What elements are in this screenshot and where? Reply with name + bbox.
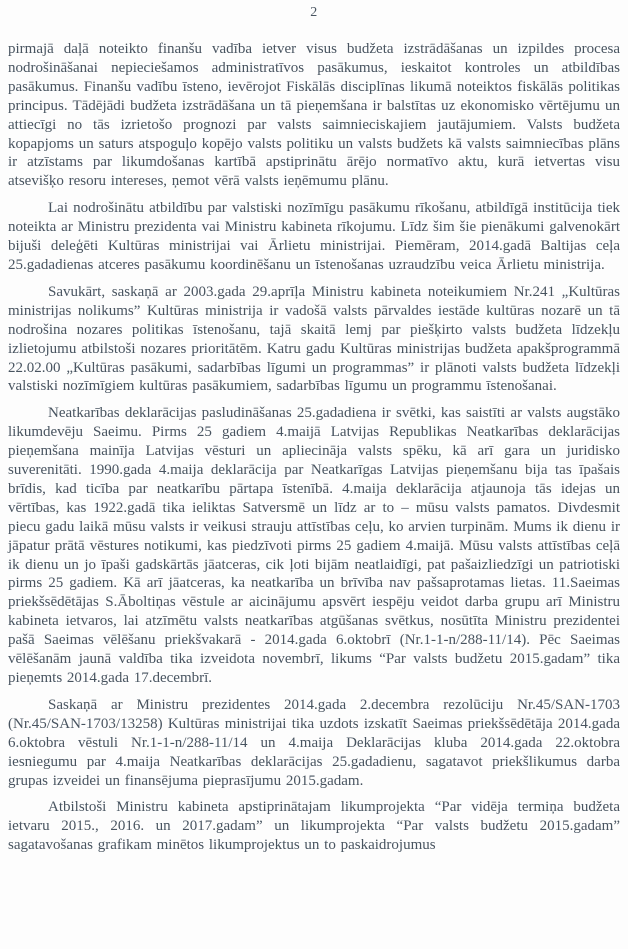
page-number: 2 bbox=[310, 5, 318, 20]
body-paragraph: Neatkarības deklarācijas pasludināšanas 25.gadadiena ir svētki, kas saistīti ar valsts augstāko likumdevēju Saeimu. Pirms 25 gadiem 4.maijā Latvijas Republikas Neatkarības deklarācijas pieņemšana mainīja Latvijas vēsturi un apliecināja valsts spēku, kā arī gara un juridisko suverenitāti. 1990.gada 4.maija deklarācija par Neatkarīgas Latvijas pieņemšanu bija tas īpašais brīdis, kad ticība par neatkarību pārtapa īstenībā. 4.maija deklarācija atjaunoja tās idejas un vērtības, kas 1922.gadā tika ieliktas Satversmē un līdz ar to – mūsu valsts pamatos. Divdesmit piecu gadu laikā mūsu valsts ir veikusi strauju attīstības ceļu, ko arvien turpinām. Mums ik dienu ir jāpatur prātā vēstures notikumi, kas piedzīvoti pirms 25 gadiem 4.maijā. Mūsu valsts attīstības ceļā ik dienu un jo īpaši gadskārtās jāatceras, cik ļoti bijām neatlaidīgi, pat pašaizliedzīgi un patriotiski pirms 25 gadiem. Kā arī jāatceras, ka neatkarība un brīvība nav pašsaprotamas lietas. 11.Saeimas priekšsēdētājas S.Āboltiņas vēstule ar aicinājumu apsvērt iespēju veidot darba grupu arī Ministru kabineta ietvaros, lai atzīmētu valsts neatkarības atgūšanas svētkus, nosūtīta Ministru prezidentei pašā Saeimas vēlēšanu priekšvakarā - 2014.gada 6.oktobrī (Nr.1-1-n/288-11/14). Pēc Saeimas vēlēšanām jaunā valdība tika izveidota novembrī, likums “Par valsts budžetu 2015.gadam” tika pieņemts 2014.gada 17.decembrī. bbox=[8, 405, 620, 686]
body-paragraph: Lai nodrošinātu atbildību par valstiski nozīmīgu pasākumu rīkošanu, atbildīgā institūcija tiek noteikta ar Ministru prezidenta vai Ministru kabineta rīkojumu. Līdz šim šie pienākumi galvenokārt bijuši deleģēti Kultūras ministrijai vai Ārlietu ministrijai. Piemēram, 2014.gadā Baltijas ceļa 25.gadadienas atceres pasākumu koordinēšanu un īstenošanas uzraudzību veica Ārlietu ministrija. bbox=[8, 200, 620, 273]
body-paragraph: Saskaņā ar Ministru prezidentes 2014.gada 2.decembra rezolūciju Nr.45/SAN-1703 (Nr.45/SAN-1703/13258) Kultūras ministrijai tika uzdots izskatīt Saeimas priekšsēdētāja 2014.gada 6.oktobra vēstuli Nr.1-1-n/288-11/14 un 4.maija Deklarācijas kluba 2014.gada 22.oktobra iesniegumu par 4.maija Neatkarības deklarācijas 25.gadadienu, sagatavot priekšlikumus darba grupas izveidei un finansējuma pieprasījumu 2015.gadam. bbox=[8, 696, 620, 789]
document-body bbox=[8, 40, 620, 855]
body-paragraph: pirmajā daļā noteikto finanšu vadība ietver visus budžeta izstrādāšanas un izpildes procesa nodrošināšanai nepieciešamos administratīvos pasākumus, ieskaitot kontroles un atbildības pasākumus. Finanšu vadību īsteno, ievērojot Fiskālās disciplīnas likumā noteiktos fiskālās politikas principus. Tādējādi budžeta izstrādāšana un tā pieņemšana ir balstītas uz ekonomisko vērtējumu un attiecīgi no tās izrietošo prognozi par valsts saimnieciskajiem jautājumiem. Valsts budžeta kopapjoms un saturs atspoguļo kopējo valsts politiku un valsts budžets kā valsts saimniecības plāns ir atzīstams par likumdošanas kartībā apstiprinātu ārējo normatīvo aktu, kurā ietvertas visu atsevišķo resoru intereses, ņemot vērā valsts ieņēmumu plānu. bbox=[8, 41, 620, 190]
body-paragraph: Savukārt, saskaņā ar 2003.gada 29.aprīļa Ministru kabineta noteikumiem Nr.241 „Kultūras ministrijas nolikums” Kultūras ministrija ir vadošā valsts pārvaldes iestāde kultūras nozarē un tā nodrošina nozares politikas īstenošanu, tajā skaitā lemj par piešķirto valsts budžeta līdzekļu izlietojumu atbilstoši nozares prioritātēm. Katru gadu Kultūras ministrijas budžeta apakšprogrammā 22.02.00 „Kultūras pasākumi, sadarbības līgumi un programmas” ir plānoti valsts budžeta līdzekļi valstiski nozīmīgiem kultūras pasākumiem, sadarbības līgumu un programmu īstenošanai. bbox=[8, 283, 620, 395]
body-paragraph: Atbilstoši Ministru kabineta apstiprinātajam likumprojekta “Par vidēja termiņa budžeta ietvaru 2015., 2016. un 2017.gadam” un likumprojekta “Par valsts budžetu 2015.gadam” sagatavošanas grafikam minētos likumprojektus un to paskaidrojumus bbox=[8, 799, 620, 854]
